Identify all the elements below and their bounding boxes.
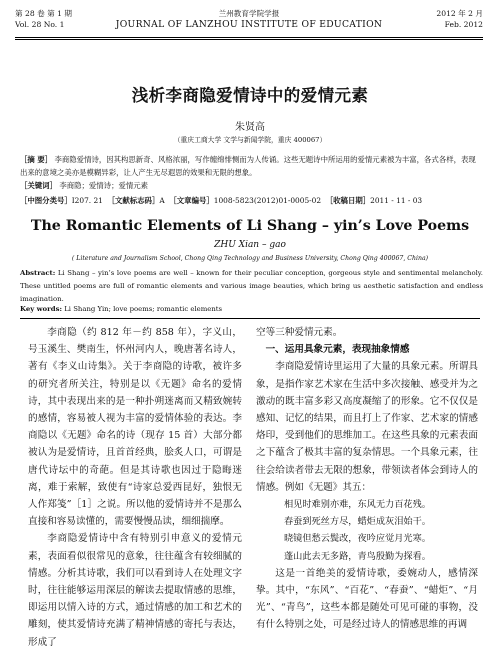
header-rule-thin	[15, 39, 483, 40]
running-header	[15, 8, 483, 52]
keywords-cn-text: 李商隐；爱情诗；爱情元素	[59, 181, 149, 190]
keywords-cn-label: ［关键词］	[20, 181, 57, 190]
title-en: The Romantic Elements of Li Shang – yin’s Love Poems	[30, 218, 470, 234]
keywords-en-label: Key words:	[20, 305, 63, 313]
clc-number: I207. 21	[71, 196, 103, 205]
poem-line: 晓镜但愁云鬓改，夜吟应觉月光寒。	[284, 533, 431, 545]
clc-label: ［中图分类号］	[20, 196, 72, 205]
poem-line: 春蚕到死丝方尽，蜡炬成灰泪始干。	[284, 516, 431, 528]
abstract-cn	[20, 154, 480, 179]
abstract-en-text: Li Shang – yin’s love poems are well – known for their peculiar conception, gorgeous style and sentimental melancholy. These untitled poems are full of romantic elements and various image beauties, which bring us aesthetic satisfaction and endless imagination.	[20, 269, 483, 303]
author-en: ZHU Xian – gao	[214, 240, 286, 250]
body-column-left	[28, 324, 242, 651]
doc-code: A	[159, 196, 165, 205]
volume-en: Vol. 28 No. 1	[15, 20, 65, 29]
issue-date-en: Feb. 2012	[444, 20, 483, 29]
doc-code-label: ［文献标志码］	[107, 196, 160, 205]
body-paragraph: 空等三种爱情元素。	[256, 327, 343, 338]
affiliation-en: ( Literature and Journalism School, Chong Qing Technology and Business University, Chong Qing 400067, China)	[71, 255, 429, 262]
poem-line: 相见时难别亦难，东风无力百花残。	[284, 499, 431, 511]
body-paragraph: 李商隐爱情诗里运用了大量的具象元素。所谓具象，是指作家艺术家在生活中多次接触、感受并为之激动的既丰富多彩又高度凝缩了的形象。它不仅仅是感知、记忆的结果，而且打上了作家、艺术家的情感烙印，受到他们的思维加工。在这些具象的元素表面之下蕴含了极其丰富的复杂情思。一个具象元素，往往会给读者带去无限的想象，带领读者体会到诗人的情感。例如《无题》其五：	[256, 361, 478, 493]
keywords-en-text: Li Shang Yin; love poems; romantic elements	[64, 305, 223, 313]
issue-date	[436, 8, 483, 30]
title-cn: 浅析李商隐爱情诗中的爱情元素	[131, 86, 369, 105]
abstract-cn-label: ［摘 要］	[20, 155, 53, 164]
article-id: 1008-5823(2012)01-0005-02	[213, 196, 322, 205]
body-paragraph: 这是一首绝美的爱情诗歌，委婉动人，感情深挚。其中，“东风”、“百花”、“春蚕”、“蜡炬”、“月光”、“青鸟”，这些本都是随处可见可碰的事物，没有什么特别之处，可是经过诗人的情感思维的再调	[256, 567, 478, 631]
body-paragraph: 李商隐爱情诗中含有特别引申意义的爱情元素，表面看似很常见的意象，往往蕴含有较细腻的情感。分析其诗歌，我们可以看到诗人在处理文字时，往往能够运用深层的解读去提取情感的思维，即运用以情入诗的方式，通过情感的加工和艺术的雕刻，使其爱情诗充满了精神情感的寄托与表达，形成了	[28, 533, 242, 648]
received-date-label: ［收稿日期］	[325, 196, 371, 205]
keywords-cn	[20, 180, 480, 193]
abstract-rule	[20, 318, 480, 319]
received-date: 2011 - 11 - 03	[370, 196, 423, 205]
affiliation-cn: （重庆工商大学 文学与新闻学院，重庆 400067）	[173, 136, 327, 144]
journal-name-en: JOURNAL OF LANZHOU INSTITUTE OF EDUCATION	[115, 19, 383, 30]
section-heading: 一、运用具象元素，表现抽象情感	[265, 344, 410, 356]
abstract-en-label: Abstract:	[20, 269, 56, 277]
article-meta	[20, 195, 480, 206]
body-column-right	[256, 324, 478, 634]
poem-line: 蓬山此去无多路，青鸟殷勤为探看。	[284, 550, 431, 562]
author-cn: 朱贤高	[235, 122, 265, 133]
journal-name	[15, 8, 483, 30]
keywords-en	[20, 305, 483, 313]
body-paragraph: 李商隐（约 812 年－约 858 年），字义山，号玉溪生、樊南生，怀州河内人，晚唐著名诗人，著有《李义山诗集》。关于李商隐的诗歌，被许多的研究者所关注，特别是以《无题》命名的爱情诗，其中表现出来的是一种扑朔迷离而又精致婉转的感情，容易被人视为丰富的爱情体验的表达。李商隐以《无题》命名的诗（现存 15 首）大部分都被认为是爱情诗，且首首经典，脍炙人口，可谓是唐代诗坛中的奇葩。但是其诗歌也因过于隐晦迷离，难于索解，致使有“诗家总爱西昆好，独恨无人作郑笺”［1］之说。所以他的爱情诗并不是那么直接和容易读懂的，需要慢慢品读，细细揣摩。	[28, 327, 242, 528]
volume-cn: 第 28 卷 第 1 期	[15, 9, 72, 18]
abstract-cn-text: 李商隐爱情诗，因其构思新奇、风格浓丽，写作缠绵悱恻而为人传诵。这些无题诗中所运用的爱情元素被为丰富，各式各样，表现出来的意境之美亦是模糊异彩，让人产生无尽遐思的效果和无限的想象。	[20, 155, 476, 177]
header-rule	[15, 37, 483, 38]
issue-date-cn: 2012 年 2 月	[436, 9, 483, 18]
article-id-label: ［文章编号］	[169, 196, 214, 205]
abstract-en	[20, 267, 483, 305]
journal-name-cn: 兰州教育学院学报	[218, 9, 280, 18]
